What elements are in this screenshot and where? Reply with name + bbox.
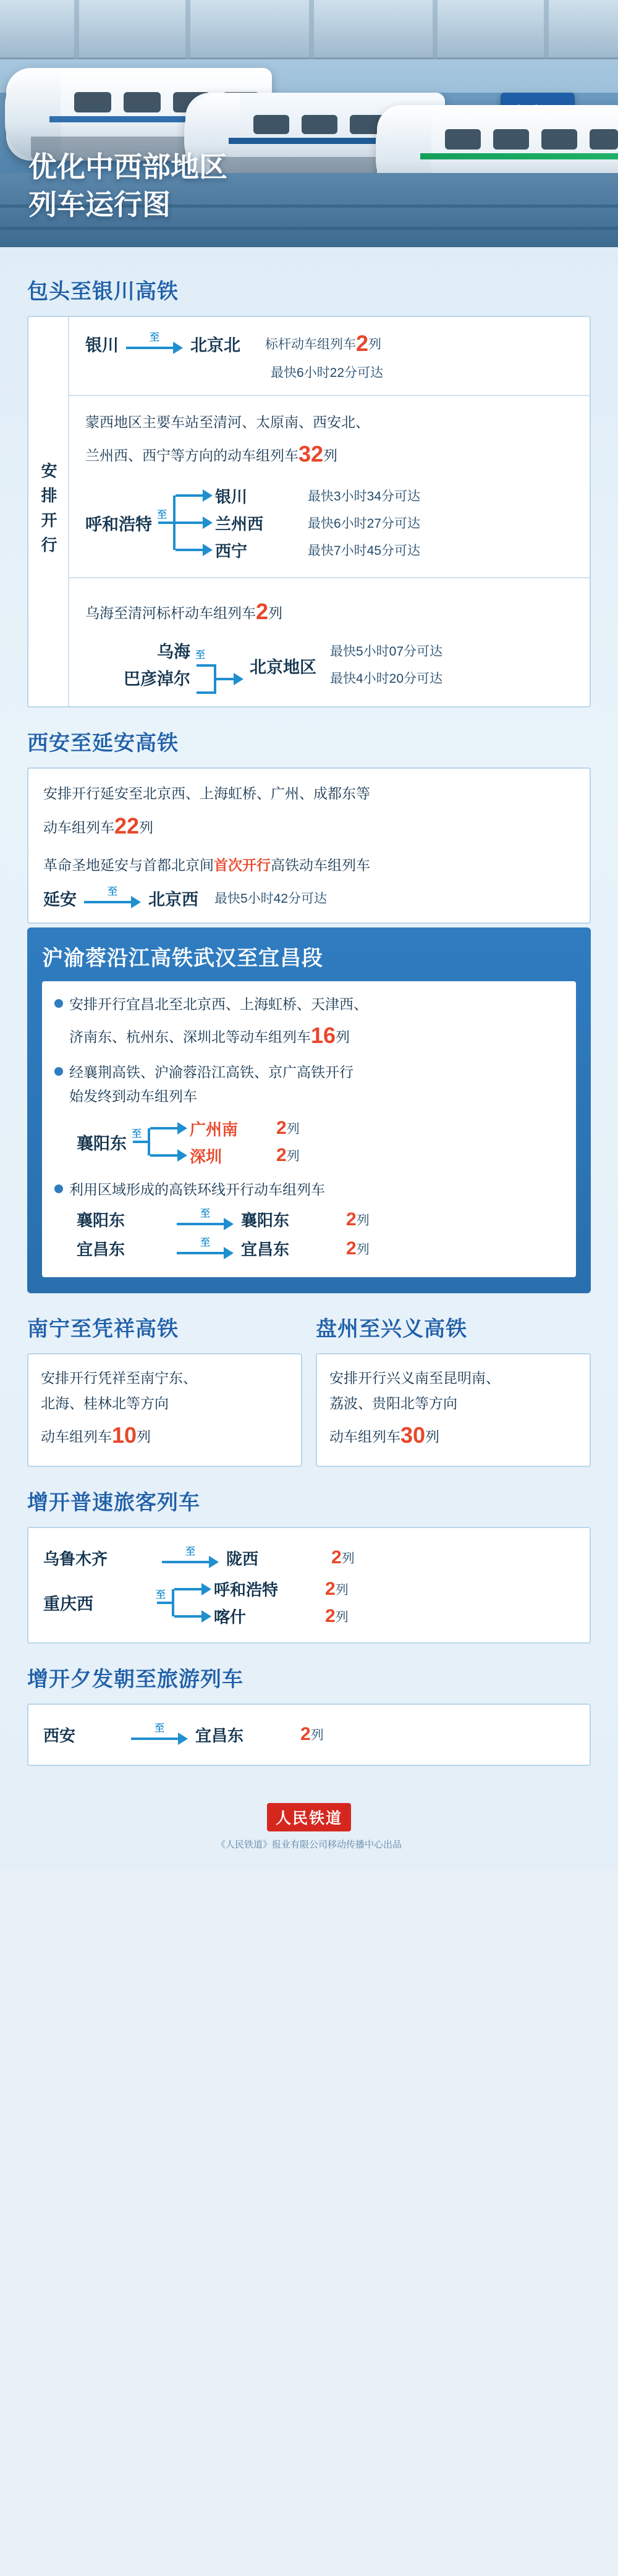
train-count-unit: 列 [310,1728,324,1743]
connector-stem [133,1141,149,1143]
arrow-to [177,1209,234,1230]
arrow-line [162,1561,210,1563]
panel-nanning-pingxiang [27,1353,302,1467]
column-nanning-pingxiang [27,1312,302,1467]
branch-hohhot [85,482,576,564]
roof-beam [544,0,549,59]
target-count: 2 [325,1578,336,1599]
branch-target [215,536,576,564]
train-window [445,129,481,150]
arrow-head-icon [234,673,243,685]
column-panzhou-xingyi [316,1312,591,1467]
page-title [28,148,227,223]
target-line [174,1588,204,1590]
train-window [253,115,289,134]
connector-stem [197,691,215,694]
bullet-count-unit: 列 [336,1028,350,1045]
block-wuhai-group [69,577,590,706]
wuhai-lead-line: 乌海至清河标杆动车组列车 [85,605,256,622]
target-line [150,1127,180,1130]
branch-target [215,509,576,536]
arrow-to [177,1238,234,1259]
page-title-line2: 列车运行图 [28,188,171,221]
train-count: 2 [346,1238,357,1259]
bullet-text: 利用区域形成的高铁环线开行动车组列车 [69,1181,325,1198]
section-title-baotou-yinchuan: 包头至银川高铁 [27,280,179,303]
panel-baotou-yinchuan [27,316,591,707]
block-hohhot-group [69,395,590,577]
arrow-label: 至 [132,1129,142,1140]
target-count-unit: 列 [335,1610,349,1624]
travel-time-note: 最快3小时34分可达 [308,489,421,504]
train-count-unit: 列 [356,1213,370,1228]
train-window [302,115,337,134]
arrow-head-icon [203,517,213,529]
travel-time-note: 最快7小时45分可达 [308,544,421,559]
target-line [176,494,205,497]
arrow-head-icon [177,1149,187,1162]
arrow-to [131,1724,188,1745]
arrow-line [177,1223,225,1225]
connector-vbar [172,1589,174,1616]
target-city: 深圳 [190,1147,222,1166]
bullet-line1: 安排开行宜昌北至北京西、上海虹桥、天津西、 [69,995,368,1012]
two-column-section [27,1312,591,1467]
arrow-head-icon [201,1583,211,1595]
arrow-label: 至 [156,1589,166,1600]
arrow-head-icon [224,1247,234,1259]
panzhou-count-unit: 列 [425,1428,440,1445]
target-count: 2 [276,1145,287,1166]
bullet-item [54,992,564,1054]
destination-city: 北京地区 [250,657,316,677]
merge-sources [85,638,190,693]
arrow-to [162,1547,219,1568]
origin-city: 宜昌东 [77,1240,125,1259]
target-line [150,1154,180,1157]
publisher-logo: 人民铁道 [267,1803,351,1831]
section-title-panzhou-xingyi: 盘州至兴义高铁 [316,1317,467,1341]
merge-notes [330,638,576,693]
travel-time-note: 最快4小时20分可达 [330,672,443,686]
footer [27,1787,591,1864]
bullet-line2: 始发终到动车组列车 [69,1088,197,1105]
hohhot-lead-text [85,410,576,473]
branch-xiangyangdong [77,1115,564,1169]
bullet-dot-icon [54,1185,63,1193]
destination-city: 北京西 [148,890,198,909]
arrow-head-icon [224,1218,234,1230]
arrow-line [126,347,174,349]
target-line [176,549,205,551]
train-count: 2 [346,1209,357,1230]
target-city: 呼和浩特 [214,1581,279,1600]
section-title-huyurong: 沪渝蓉沿江高铁武汉至宜昌段 [42,946,323,970]
branch-source-city: 襄阳东 [77,1134,127,1153]
arrow-head-icon [131,896,141,908]
xifa-row [43,1723,575,1746]
xian-yanan-line3b: 高铁动车组列车 [271,856,370,873]
xian-yanan-paragraph-2 [43,853,575,877]
arrow-to [84,887,141,908]
branch-target [214,1576,575,1603]
arrow-line [131,1738,179,1740]
merge-target [250,638,330,693]
target-line [176,522,205,524]
bullet-item [54,1178,564,1202]
highlight-first-time: 首次开行 [214,856,271,873]
footer-note: 《人民铁道》报业有限公司移动传播中心出品 [216,1839,402,1850]
branch-target [190,1115,564,1142]
travel-time-note: 最快6小时27分可达 [308,517,421,531]
merge-wuhai [85,638,576,693]
nanning-line2: 北海、桂林北等方向 [41,1395,169,1411]
arrow-label: 至 [185,1547,196,1558]
arrow-head-icon [177,1122,187,1134]
panzhou-line3: 动车组列车 [329,1428,400,1445]
wuhai-count-unit: 列 [268,605,283,622]
travel-time-note: 最快6小时22分可达 [271,366,384,380]
arrow-head-icon [178,1733,188,1745]
panel-huyurong [27,927,591,1294]
section-title-nanning-pingxiang: 南宁至凭祥高铁 [27,1317,179,1341]
roof-beam [185,0,190,59]
target-city: 兰州西 [215,514,264,533]
connector-vbar [148,1128,150,1155]
origin-city: 襄阳东 [77,1211,125,1230]
panzhou-text [329,1366,577,1455]
destination-city: 宜昌东 [195,1726,244,1745]
arrow-line [177,1252,225,1254]
origin-city: 乌海 [157,643,190,662]
train-count-unit: 列 [368,337,382,352]
bullet-dot-icon [54,999,63,1008]
destination-city: 襄阳东 [241,1211,290,1230]
arrow-line [84,901,132,903]
nanning-line1: 安排开行凭祥至南宁东、 [41,1370,197,1387]
wuhai-count: 2 [256,599,269,625]
bullet-dot-icon [54,1067,63,1076]
xian-yanan-count-unit: 列 [139,819,154,835]
target-count: 2 [325,1605,336,1626]
branch-target [215,482,576,509]
arrow-head-icon [201,1610,211,1623]
target-city: 银川 [215,487,248,506]
panzhou-count: 30 [400,1422,426,1448]
loop-pair-row [77,1237,564,1260]
bullet-line2: 济南东、杭州东、深圳北等动车组列车 [69,1028,311,1045]
origin-city: 西安 [43,1726,76,1745]
train-window [493,129,529,150]
train-count-unit: 列 [356,1242,370,1257]
panel-xifa [27,1704,591,1766]
hohhot-lead-line1: 蒙西地区主要车站至清河、太原南、西安北、 [85,414,370,430]
connector-stem [214,678,235,680]
train-count: 2 [331,1547,342,1568]
connector-stem [158,522,174,524]
loop-pairs [77,1208,564,1260]
target-count-unit: 列 [286,1149,300,1164]
target-city: 广州南 [190,1120,239,1139]
merge-connector [190,638,250,693]
nanning-count-unit: 列 [137,1428,151,1445]
hohhot-count: 32 [298,441,324,467]
target-city: 喀什 [214,1608,247,1627]
train-stripe [420,153,618,159]
branch-source-city: 重庆西 [43,1595,93,1614]
bullet-count: 16 [311,1022,336,1048]
target-line [174,1615,204,1618]
nanning-text [41,1366,289,1455]
section-title-xifa: 增开夕发朝至旅游列车 [27,1667,243,1691]
panel-putong [27,1527,591,1644]
arrow-to [126,333,183,354]
xian-yanan-line1: 安排开行延安至北京西、上海虹桥、广州、成都东等 [43,785,370,802]
origin-city: 银川 [85,336,119,355]
bullet-item [54,1060,564,1109]
vertical-label-anpaikaixing [28,317,69,706]
train-count: 2 [356,331,369,356]
hohhot-count-unit: 列 [323,447,338,464]
travel-time-note: 最快5小时42分可达 [214,892,328,906]
origin-city: 乌鲁木齐 [43,1549,108,1568]
bullet-text [69,992,368,1054]
page-title-line1: 优化中西部地区 [28,151,227,183]
vertical-label-text: 安排开行 [39,462,57,562]
train-count-unit: 列 [341,1552,355,1566]
connector-stem [157,1602,173,1604]
xian-yanan-count: 22 [114,813,140,838]
xian-yanan-line2: 动车组列车 [43,819,114,835]
loop-pair-row [77,1208,564,1231]
arrow-label: 至 [195,650,206,661]
bullet-text [69,1060,353,1109]
section-title-xian-yanan: 西安至延安高铁 [27,732,179,756]
branch-source-city: 呼和浩特 [85,515,152,534]
content-area [0,247,618,1870]
service-desc: 标杆动车组列车 [265,337,356,352]
panel-xian-yanan [27,767,591,924]
bullet-line1: 经襄荆高铁、沪渝蓉沿江高铁、京广高铁开行 [69,1064,353,1081]
travel-time-note: 最快5小时07分可达 [330,644,443,659]
xian-yanan-line3a: 革命圣地延安与首都北京间 [43,856,214,873]
arrow-label: 至 [107,887,118,898]
target-count-unit: 列 [286,1122,300,1137]
origin-city: 巴彦淖尔 [124,670,190,689]
roof-beam [309,0,314,59]
panzhou-line2: 荔波、贵阳北等方向 [329,1395,457,1411]
train-window [124,92,161,112]
xian-yanan-paragraph [43,781,575,845]
branch-chongqingxi [43,1576,575,1630]
row-yanan-beijingxi [43,886,575,910]
roof-beam [74,0,79,59]
roof-beam [433,0,438,59]
arrow-label: 至 [200,1208,211,1219]
arrow-head-icon [173,342,183,354]
target-city: 西宁 [215,541,248,560]
nanning-line3: 动车组列车 [41,1428,112,1445]
destination-city: 宜昌东 [241,1240,290,1259]
section-title-putong: 增开普速旅客列车 [27,1490,200,1514]
arrow-label: 至 [154,1723,165,1734]
arrow-head-icon [203,489,213,502]
rail [0,227,618,230]
destination-city: 北京北 [190,336,240,355]
train-count: 2 [300,1724,311,1745]
arrow-label: 至 [157,510,167,521]
putong-row [43,1547,575,1569]
nanning-count: 10 [112,1422,137,1448]
connector-stem [197,664,215,667]
branch-target [214,1603,575,1630]
arrow-head-icon [209,1556,219,1568]
origin-city: 延安 [43,890,77,909]
arrow-label: 至 [200,1237,211,1248]
arrow-head-icon [203,544,213,556]
wuhai-lead-text [85,592,576,631]
panel-panzhou-xingyi [316,1353,591,1467]
target-count: 2 [276,1118,287,1139]
arrow-label: 至 [149,332,160,343]
hohhot-lead-line2: 兰州西、西宁等方向的动车组列车 [85,447,298,464]
target-count-unit: 列 [335,1582,349,1597]
panzhou-line1: 安排开行兴义南至昆明南、 [329,1370,500,1387]
hero-image [0,0,618,247]
block-yinchuan-beijingbei [69,317,590,395]
train-window [541,129,577,150]
destination-city: 陇西 [226,1549,259,1568]
train-window [590,129,618,150]
train-window [74,92,111,112]
branch-target [190,1142,564,1169]
